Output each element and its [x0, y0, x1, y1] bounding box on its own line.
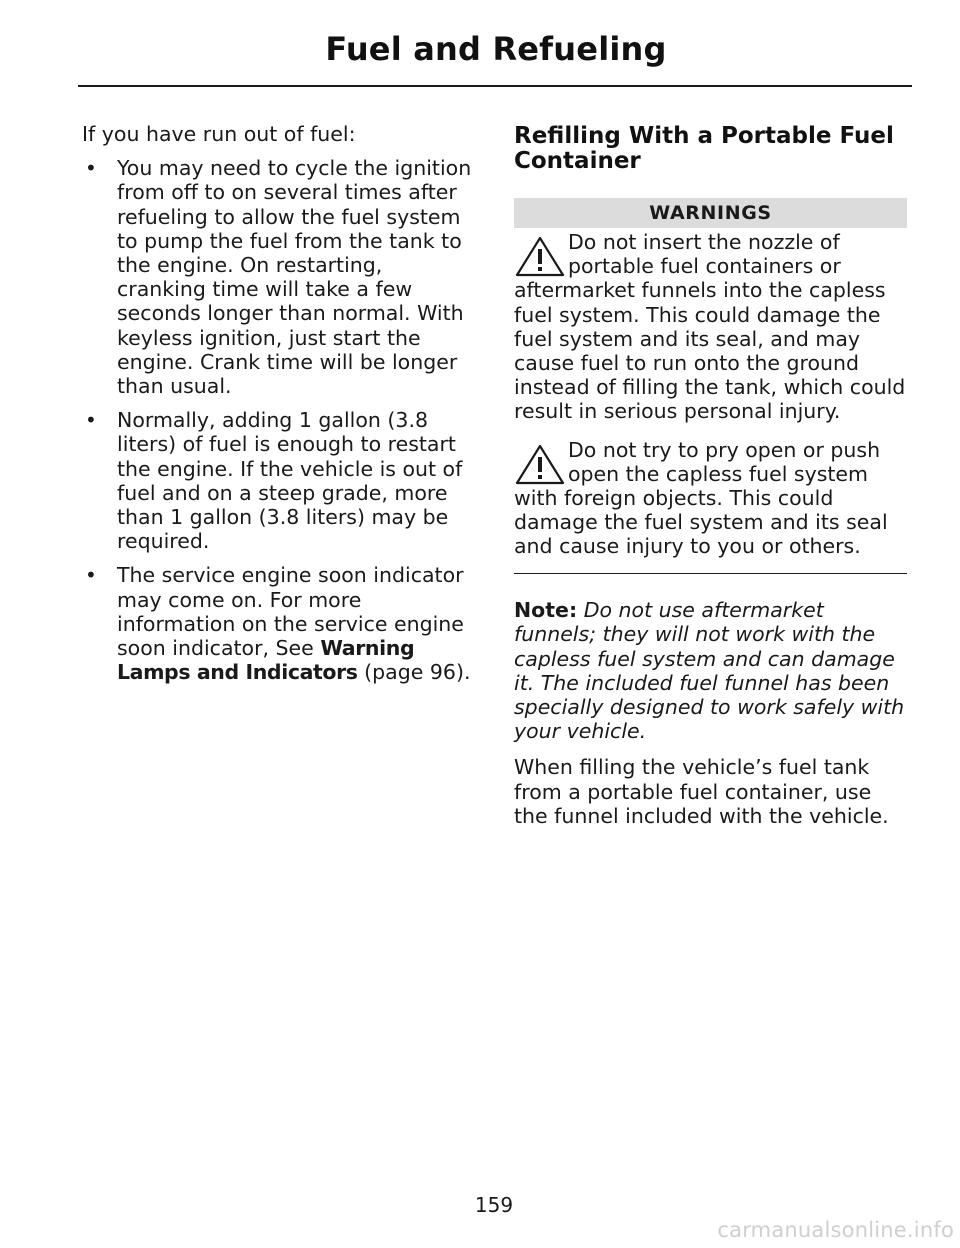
warnings-divider: [514, 573, 907, 575]
right-column: [514, 124, 907, 828]
note: [514, 598, 907, 743]
page-reference: (page 96).: [357, 660, 471, 685]
list-item: [82, 156, 474, 398]
cross-reference-link[interactable]: Warning Lamps and Indicators: [117, 636, 415, 685]
list-item: [82, 563, 474, 684]
warning-triangle-icon: [514, 442, 566, 486]
body-paragraph: When filling the vehicle’s fuel tank from a portable fuel container, use the funnel included with the vehicle.: [514, 755, 889, 828]
bullet-marker: •: [85, 563, 97, 588]
note-text: Do not use aftermarket funnels; they will not work with the capless fuel system and can damage it. The included fuel funnel has been specially designed to work safely with your vehicle.: [514, 598, 905, 744]
bullet-list: [82, 156, 474, 684]
list-item-text: Normally, adding 1 gallon (3.8 liters) of fuel is enough to restart the engine. If the vehicle is out of fuel and on a steep grade, more than 1 gallon (3.8 liters) may be required.: [117, 408, 463, 554]
section-heading: Refilling With a Portable Fuel Container: [514, 123, 894, 174]
left-column: [82, 122, 474, 694]
warning-item: [514, 230, 907, 424]
bullet-marker: •: [85, 408, 97, 433]
list-item-text: The service engine soon indicator may come on. For more information on the service engine soon indicator, See: [117, 563, 464, 661]
warnings-header: WARNINGS: [514, 198, 907, 228]
warning-text: Do not try to pry open or push open the capless fuel system with foreign objects. This could damage the fuel system and its seal and cause injury to you or others.: [514, 437, 888, 559]
header-divider: [78, 85, 912, 87]
page-title: Fuel and Refueling: [325, 30, 667, 68]
list-item-text: You may need to cycle the ignition from off to on several times after refueling to allow the fuel system to pump the fuel from the tank to the engine. On restarting, cranking time will take a few seconds longer than normal. With keyless ignition, just start the engine. Crank time will be longer than usual.: [117, 156, 472, 399]
list-item: [82, 408, 474, 553]
warning-text: Do not insert the nozzle of portable fuel containers or aftermarket funnels into the capless fuel system. This could damage the fuel system and its seal, and may cause fuel to run onto the ground instead of filling the tank, which could result in serious personal injury.: [514, 230, 906, 424]
watermark: carmanualsonline.info: [717, 1218, 954, 1242]
warning-item: [514, 438, 907, 559]
bullet-marker: •: [85, 156, 97, 181]
warning-triangle-icon: [514, 234, 566, 278]
note-label: Note:: [514, 598, 578, 623]
page-number: 159: [474, 1193, 514, 1217]
intro-text: If you have run out of fuel:: [82, 122, 356, 146]
